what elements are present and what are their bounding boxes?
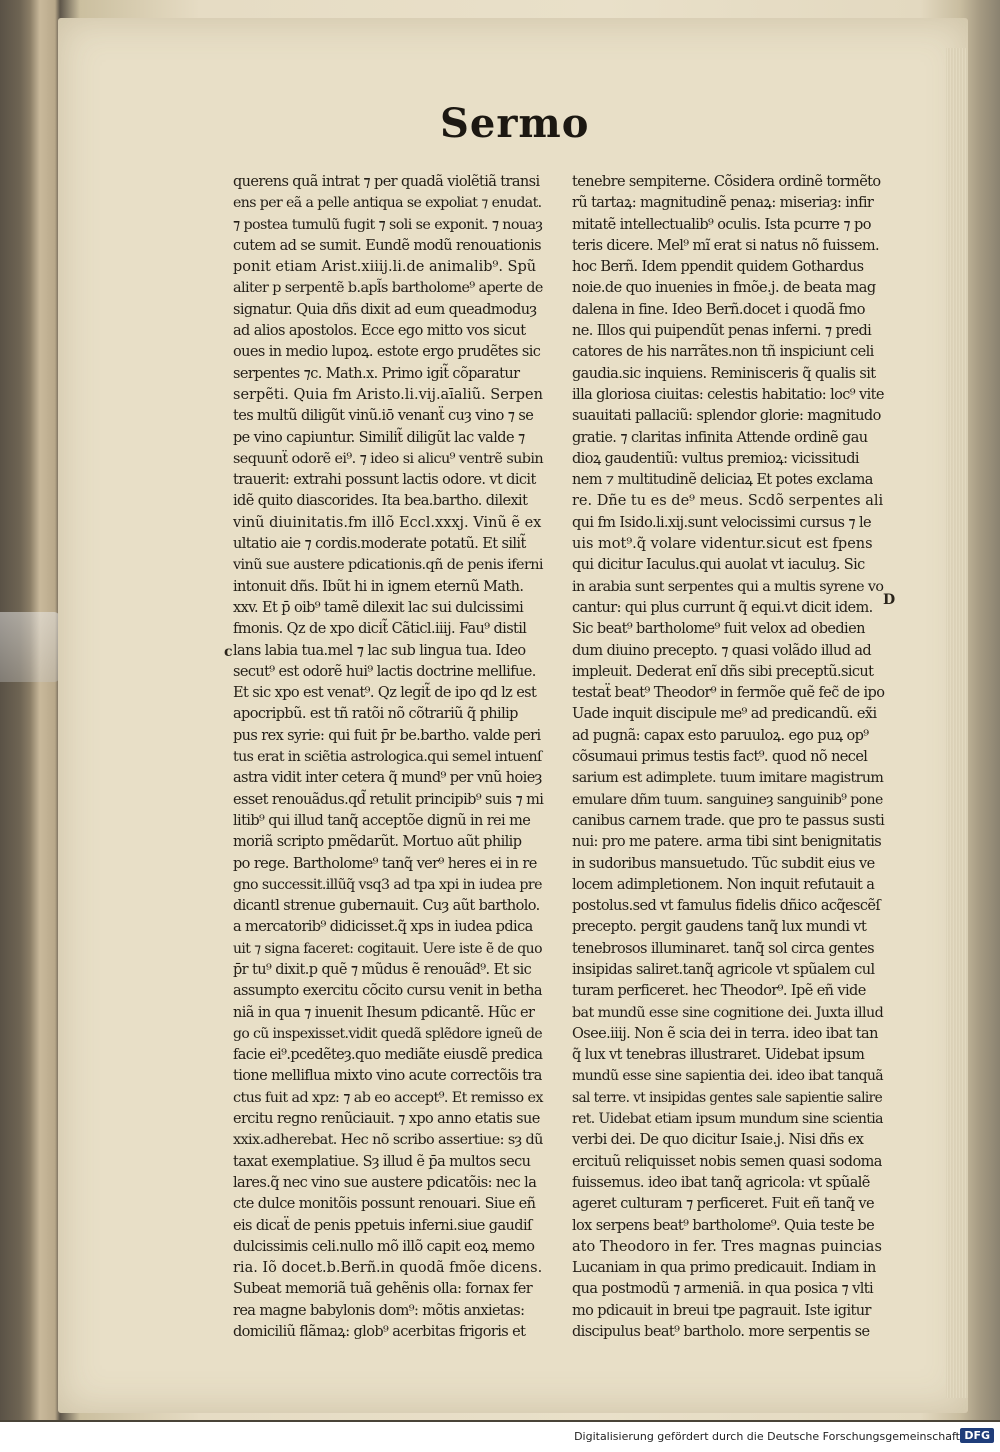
text-line: cte dulce monitõis possunt renouari. Siue eñ [233,1196,536,1213]
text-line: gno successit.illũq̃ vsq3 ad tpa xpi in iudea pre [233,876,542,893]
funding-credit: Digitalisierung gefördert durch die Deutsche Forschungsgemeinschaft [574,1430,960,1443]
text-line: ad pugnã: capax esto paruuloꝝ. ego puꝝ op⁹ [572,727,869,744]
page-edge [946,48,968,1398]
text-line: mitatẽ intellectualib⁹ oculis. Ista pcurre ⁊ po [572,216,871,233]
text-line: ageret culturam ⁊ perficeret. Fuit eñ tanq̃ ve [572,1196,875,1213]
text-line: taxat exemplatiue. Sȝ illud ẽ p̄a multos secu [233,1153,531,1170]
text-line: mo pdicauit in breui tpe pagrauit. Iste igitur [572,1302,871,1319]
text-line: gratie. ⁊ claritas infinita Attende ordinẽ gau [572,429,868,446]
text-line: oues in medio lupoꝝ. estote ergo prudẽtes sic [233,344,541,361]
text-line: pus rex syrie: qui fuit p̄r be.bartho. valde peri [233,727,541,744]
text-line: lox serpens beat⁹ bartholome⁹. Quia teste be [572,1217,875,1234]
text-line: aliter p serpentẽ b.apl̃s bartholome⁹ aperte de [233,280,543,297]
text-line: rũ tartaꝝ: magnitudinẽ penaꝝ: miseriaȝ: infir [572,195,874,212]
text-line: ctus fuit ad xpz: ⁊ ab eo accept⁹. Et remisso ex [233,1089,543,1106]
text-line: esset renouãdus.qd̃ retulit principib⁹ suis ⁊ mi [233,791,544,808]
text-line: gaudia.sic inquiens. Reminisceris q̃ qualis sit [572,365,876,382]
text-line: Sic beat⁹ bartholome⁹ fuit velox ad obedien [572,621,865,638]
left-column [233,172,543,1343]
text-line: turam perficeret. hec Theodor⁹. Ipẽ eñ vide [572,983,866,1000]
footer-bar [0,1422,1000,1452]
text-line: p̄r tu⁹ dixit.p quẽ ⁊ mũdus ẽ renouãd⁹. Et sic [233,961,532,978]
text-line: ria. Iõ docet.b.Berñ.in quodã fmõe dicens. [233,1260,543,1277]
text-line: moriã scripto pmẽdarũt. Mortuo aũt philip [233,834,522,851]
text-line: ercituũ reliquisset nobis semen quasi sodoma [572,1153,882,1170]
text-line: signatur. Quia dñs dixit ad eum queadmoduȝ [233,301,537,318]
text-line: teris dicere. Mel⁹ mĩ erat si natus nõ fuissem. [572,237,879,254]
text-line: fmonis. Qz de xpo dicit̃ Cãticl.iiij. Fau⁹ distil [233,621,527,638]
text-line: ercitu regno renũciauit. ⁊ xpo anno etatis sue [233,1111,540,1128]
text-line: canibus carnem trade. que pro te passus susti [572,812,885,829]
text-line: nui: pro me patere. arma tibi sint benignitatis [572,834,882,851]
text-line: Et sic xpo est venat⁹. Qz legit̃ de ipo qd lz est [233,685,537,702]
text-line: cutem ad se sumit. Eundẽ modũ renouationis [233,237,542,254]
text-line: niã in qua ⁊ inuenit Ihesum pdicantẽ. Hũc er [233,1004,535,1021]
text-line: dicantl strenue gubernauit. Cuȝ aũt bartholo. [233,898,540,915]
text-line: uis mot⁹.q̃ volare videntur.sicut est fpens [572,536,873,553]
text-line: trauerit: extrahi possunt lactis odore. vt dicit [233,472,536,489]
text-line: po rege. Bartholome⁹ tanq̃ ver⁹ heres ei in re [233,855,537,872]
text-line: qua postmodũ ⁊ armeniã. in qua posica ⁊ vlti [572,1281,874,1298]
text-line: vinũ diuinitatis.fm illõ Eccl.xxxj. Vinũ ẽ ex [233,514,542,531]
text-line: Osee.iiij. Non ẽ scia dei in terra. ideo ibat tan [572,1025,878,1042]
text-line: cõsumaui primus testis fact⁹. quod nõ necel [572,749,868,766]
text-line: tenebre sempiterne. Cõsidera ordinẽ tormẽto [572,174,881,190]
text-line: precepto. pergit gaudens tanq̃ lux mundi vt [572,919,867,936]
text-line: ne. Illos qui puipendũt penas inferni. ⁊ predi [572,323,872,340]
text-line: emulare dñm tuum. sanguineȝ sanguinib⁹ pone [572,791,883,808]
text-line: Uade inquit discipule me⁹ ad predicandũ. ex̃i [572,706,877,723]
text-line: xxix.adherebat. Hec nõ scribo assertiue: sȝ dũ [233,1132,543,1149]
text-line: sarium est adimplete. tuum imitare magistrum [572,770,884,787]
text-line: assumpto exercitu cõcito cursu venit in betha [233,983,542,1000]
text-line: domiciliũ flãmaꝝ: glob⁹ acerbitas frigoris et [233,1324,526,1341]
text-line: tione melliflua mixto vino acute correctõis tra [233,1068,542,1085]
text-line: hoc Berñ. Idem ppendit quidem Gothardus [572,259,864,276]
text-line: dalena in fine. Ideo Berñ.docet i quodã fmo [572,301,865,318]
text-line: facie ei⁹.pcedẽteȝ.quo mediãte eiusdẽ predica [233,1047,543,1064]
text-line: discipulus beat⁹ bartholo. more serpentis se [572,1324,870,1341]
text-line: q̃ lux vt tenebras illustraret. Uidebat ipsum [572,1047,865,1064]
text-line: lans labia tua.mel ⁊ lac sub lingua tua. Ideo [233,642,526,659]
text-line: verbi dei. De quo dicitur Isaie.j. Nisi dñs ex [572,1132,864,1149]
text-line: sal terre. vt insipidas gentes sale sapientie salire [572,1089,883,1106]
text-line: in sudoribus mansuetudo. Tũc subdit eius ve [572,855,875,872]
text-line: locem adimpletionem. Non inquit refutauit a [572,876,875,893]
text-line: ens per eã a pelle antiqua se expoliat ⁊ enudat. [233,195,542,212]
text-line: nem ⁊ multitudinẽ deliciaꝝ Et potes exclama [572,472,873,489]
text-line: pe vino capiuntur. Similit̃ diligũt lac valde ⁊ [233,429,525,446]
text-line: suauitati pallaciũ: splendor glorie: magnitudo [572,408,881,425]
page-heading: Sermo [440,100,590,147]
text-line: astra vidit inter cetera q̃ mund⁹ per vnũ hoieȝ [233,770,542,787]
text-line: impleuit. Dederat enĩ dñs sibi preceptũ.sicut [572,663,874,680]
text-line: fuissemus. ideo ibat tanq̃ agricola: vt spũalẽ [572,1174,870,1191]
text-line: apocripbũ. est tñ ratõi nõ cõtrariũ q̃ philip [233,706,518,723]
text-line: tes multũ diligũt vinũ.iō venanẗ cuȝ vino ⁊ se [233,408,534,425]
text-line: ato Theodoro in fer. Tres magnas puincias [572,1238,882,1255]
text-line: rea magne babylonis dom⁹: mõtis anxietas: [233,1302,525,1319]
text-line: qui dicitur Iaculus.qui auolat vt iaculuȝ. Sic [572,557,865,574]
text-line: illa gloriosa ciuitas: celestis habitatio: loc⁹ vite [572,386,884,403]
text-line: dum diuino precepto. ⁊ quasi volãdo illud ad [572,642,872,659]
text-line: serpentes ⁊c. Math.x. Primo igit̃ cõparatur [233,365,520,382]
text-line: catores de his narrãtes.non tñ inspiciunt celi [572,344,874,361]
text-line: cantur: qui plus currunt q̃ equi.vt dicit idem. [572,599,873,616]
text-line: idẽ quito diascorides. Ita bea.bartho. dilexit [233,493,528,510]
text-line: go cũ inspexisset.vidit quedã splẽdore igneũ de [233,1025,543,1042]
text-line: eis dicaẗ de penis ppetuis inferni.siue gaudiſ [233,1217,532,1234]
text-line: tus erat in sciẽtia astrologica.qui semel intuenſ [233,749,542,766]
text-line: ⁊ postea tumulũ fugit ⁊ soli se exponit. ⁊ nouaȝ [233,216,543,233]
text-line: insipidas saliret.tanq̃ agricole vt spũalem cul [572,961,875,978]
text-line: bat mundũ esse sine cognitione dei. Juxta illud [572,1004,884,1021]
text-line: testaẗ beat⁹ Theodor⁹ in fermõe quẽ fec̃ de ipo [572,685,885,702]
text-line: intonuit dñs. Ibũt hi in ignem eternũ Math. [233,578,524,595]
text-line: dulcissimis celi.nullo mõ illõ capit eoꝝ memo [233,1238,535,1255]
text-line: ad alios apostolos. Ecce ego mitto vos sicut [233,323,526,340]
scanner-clip [0,612,60,682]
text-line: Subeat memoriã tuã gehẽnis olla: fornax fer [233,1281,533,1298]
text-line: querens quã intrat ⁊ per quadã violẽtiã transi [233,174,540,190]
text-line: litib⁹ qui illud tanq̃ acceptõe dignũ in rei me [233,812,531,829]
text-line: a mercatorib⁹ didicisset.q̃ xps in iudea pdica [233,919,533,936]
text-line: lares.q̃ nec vino sue austere pdicatõis: nec la [233,1174,537,1191]
text-line: tenebrosos illuminaret. tanq̃ sol circa gentes [572,940,874,957]
text-line: Lucaniam in qua primo predicauit. Indiam in [572,1260,876,1277]
text-line: xxv. Et p̄ oib⁹ tamẽ dilexit lac sui dulcissimi [233,599,524,616]
text-line: postolus.sed vt famulus fidelis dñico acq̃escẽſ [572,898,881,915]
text-line: in arabia sunt serpentes qui a multis syrene vo [572,578,884,595]
text-line: ultatio aie ⁊ cordis.moderate potatũ. Et silit̃ [233,536,526,553]
text-line: dioꝝ gaudentiũ: vultus premioꝝ: vicissitudi [572,450,859,467]
text-line: re. Dñe tu es de⁹ meus. Scdõ serpentes ali [572,493,884,510]
text-line: qui fm Isido.li.xij.sunt velocissimi cursus ⁊ le [572,514,871,531]
text-line: ret. Uidebat etiam ipsum mundum sine scientia [572,1111,883,1128]
marginal-letter-right: D [883,592,896,608]
text-line: vinũ sue austere pdicationis.qñ de penis iferni [233,557,543,574]
text-line: ponit etiam Arist.xiiij.li.de animalib⁹. Spũ [233,259,537,276]
text-line: secut⁹ est odorẽ hui⁹ lactis doctrine mellifue. [233,663,536,680]
text-line: sequunẗ odorẽ ei⁹. ⁊ ideo si alicu⁹ ventrẽ subin [233,450,544,467]
marginal-letter-left: c [224,644,233,660]
text-line: noie.de quo inuenies in fmõe.j. de beata mag [572,280,876,297]
text-line: serpẽti. Quia fm Aristo.li.vij.aīaliũ. Serpen [233,386,543,403]
text-line: mundũ esse sine sapientia dei. ideo ibat tanquã [572,1068,884,1085]
dfg-logo: DFG [960,1428,994,1443]
right-column [572,172,884,1343]
text-line: uit ⁊ signa faceret: cogitauit. Uere iste ẽ de quo [233,940,542,957]
